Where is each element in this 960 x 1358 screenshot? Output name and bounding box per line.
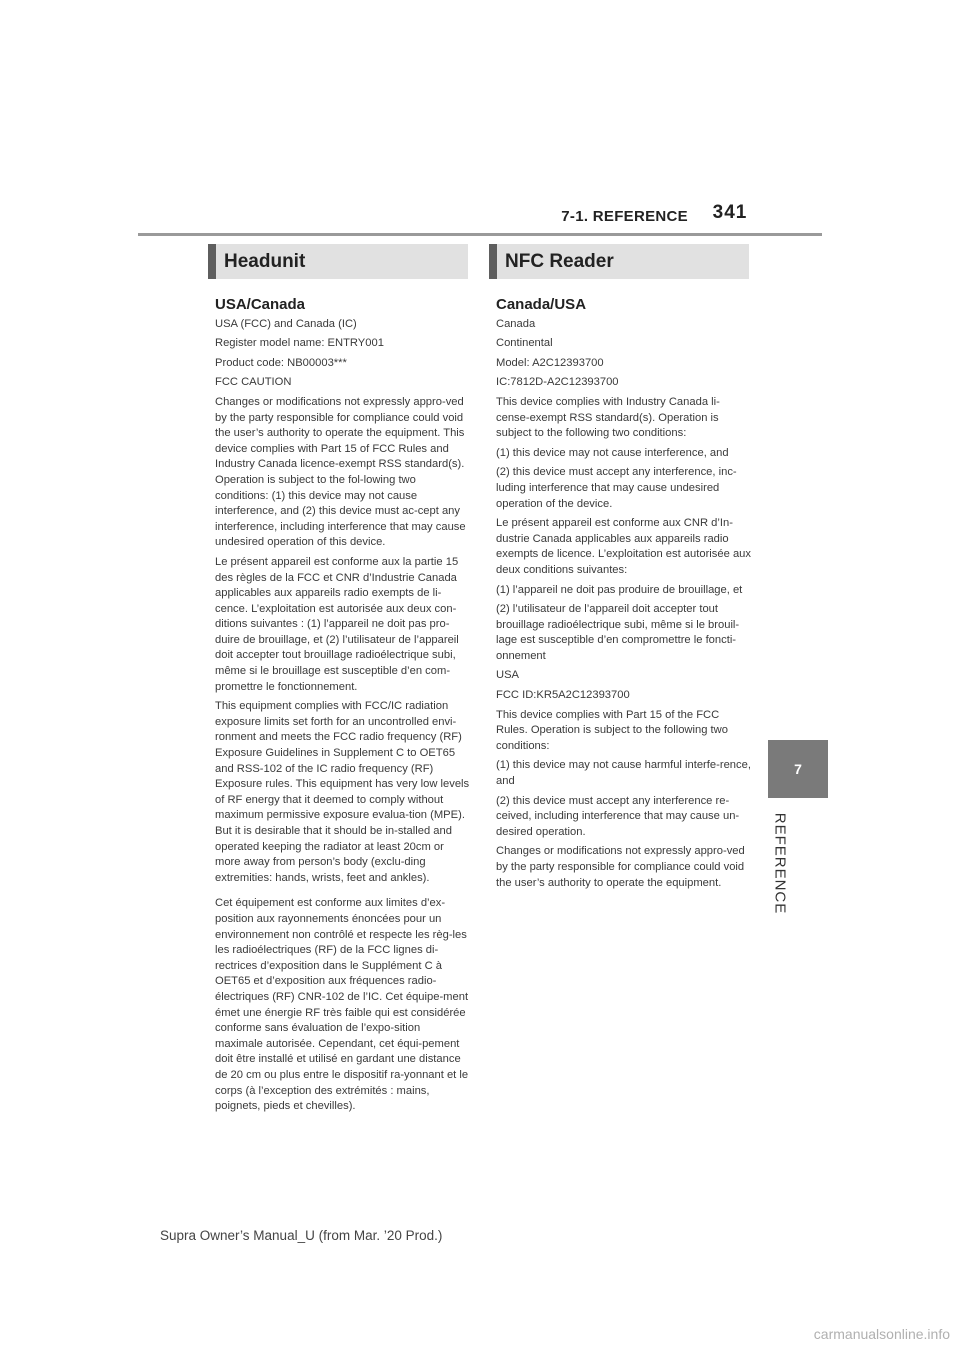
paragraph: Continental [496,337,553,350]
paragraph: FCC CAUTION [215,376,292,389]
paragraph: Le présent appareil est conforme aux la partie 15 des règles de la FCC et CNR d’Industrie Canada applicables aux appareils radio exempts de li-cence. L’exploitation est autorisée aux deux con-ditions suivantes : (1) l’appareil ne doit pas pro-duire de brouillage, et (2) l’utilisateur de l’appareil doit accepter tout brouillage radioélectrique subi, même si le brouillage est susceptible d’en com-promettre le fonctionnement. [215,555,459,693]
paragraph: This device complies with Industry Canada li-cense-exempt RSS standard(s). Operation is subject to the following two conditions: [496,395,720,440]
subheading-canada-usa: Canada/USA [496,296,587,313]
section-heading-headunit [208,244,468,279]
chapter-tab[interactable] [768,740,828,798]
chapter-side-label-text: REFERENCE [771,812,789,914]
left-column [208,244,468,1119]
paragraph: (2) l’utilisateur de l’appareil doit accepter tout brouillage radioélectrique subi, même si le brouil-lage est susceptible d’en compromettre le foncti-onnement [496,603,740,662]
paragraph: (1) this device may not cause interference, and [496,446,729,459]
paragraph: This equipment complies with FCC/IC radiation exposure limits set forth for an uncontrolled envi-ronment and meets the FCC radio frequency (RF) Exposure Guidelines in Supplement C to OET65 and RSS-102 of the IC radio frequency (RF) Exposure rules. This equipment has very low levels of RF energy that it deemed to comply without maximum permissive exposure evalua-tion (MPE). But it is desirable that it should be in-stalled and operated keeping the radiator at least 20cm or more away from person’s body (exclu-ding extremities: hands, wrists, feet and ankles). [215,700,470,884]
section-heading-text: NFC Reader [505,250,614,272]
paragraph: (2) this device must accept any interference re-ceived, including interference that may cause un-desired operation. [496,794,740,838]
paragraph: Changes or modifications not expressly appro-ved by the party responsible for compliance could void the user’s authority to operate the equipment. [496,845,745,889]
paragraph: Le présent appareil est conforme aux CNR d’In-dustrie Canada applicables aux appareils radio exempts de licence. L’exploitation est autorisée aux deux conditions suivantes: [496,517,751,576]
paragraph: USA (FCC) and Canada (IC) [215,317,357,330]
paragraph: FCC ID:KR5A2C12393700 [496,689,630,702]
paragraph: Cet équipement est conforme aux limites d’ex-position aux rayonnements énoncées pour un environnement non contrôlé et respecte les règ-les les radioélectriques (RF) de la FCC lignes di-rectrices d’exposition dans le Supplément C à OET65 et d’exposition aux fréquences radio-électriques (RF) CNR-102 de l’IC. Cet équipe-ment émet une énergie RF très faible qui est considérée conforme sans évaluation de l’expo-sition maximale autorisée. Cependant, cet équi-pement doit être installé et utilisé en gardant une distance de 20 cm ou plus entre le dispositif ra-yonnant et le corps (à l’exception des extrémités : mains, poignets, pieds et chevilles). [215,897,469,1113]
paragraph: (1) this device may not cause harmful interfe-rence, and [496,759,751,788]
right-column [489,244,749,895]
paragraph: IC:7812D-A2C12393700 [496,376,619,389]
section-heading-nfc-reader [489,244,749,279]
paragraph: Changes or modifications not expressly appro-ved by the party responsible for compliance could void the user’s authority to operate the equipment. This device complies with Part 15 of FCC Rules and Industry Canada licence-exempt RSS standard(s). Operation is subject to the fol-lowing two conditions: (1) this device may not cause interference, and (2) this device must ac-cept any interference, including interference that may cause undesired operation of this device. [215,395,466,549]
paragraph: Product code: NB00003*** [215,356,347,369]
chapter-side-label [768,808,792,918]
footer-manual-title: Supra Owner’s Manual_U (from Mar. ’20 Prod.) [160,1228,443,1243]
paragraph: Register model name: ENTRY001 [215,337,384,350]
section-heading-text: Headunit [224,250,306,272]
chapter-tab-number: 7 [794,761,802,777]
subheading-usa-canada: USA/Canada [215,296,306,313]
paragraph: Model: A2C12393700 [496,356,604,369]
paragraph: This device complies with Part 15 of the FCC Rules. Operation is subject to the following two conditions: [496,708,728,752]
running-header-title: 7-1. REFERENCE [561,208,688,225]
paragraph: (1) l’appareil ne doit pas produire de brouillage, et [496,583,743,596]
page-number: 341 [712,202,748,223]
paragraph: Canada [496,317,536,330]
paragraph: (2) this device must accept any interference, inc-luding interference that may cause undesired operation of the device. [496,466,737,510]
paragraph: USA [496,669,520,682]
watermark-site[interactable]: carmanualsonline.info [813,1326,950,1342]
header-divider [138,233,822,236]
